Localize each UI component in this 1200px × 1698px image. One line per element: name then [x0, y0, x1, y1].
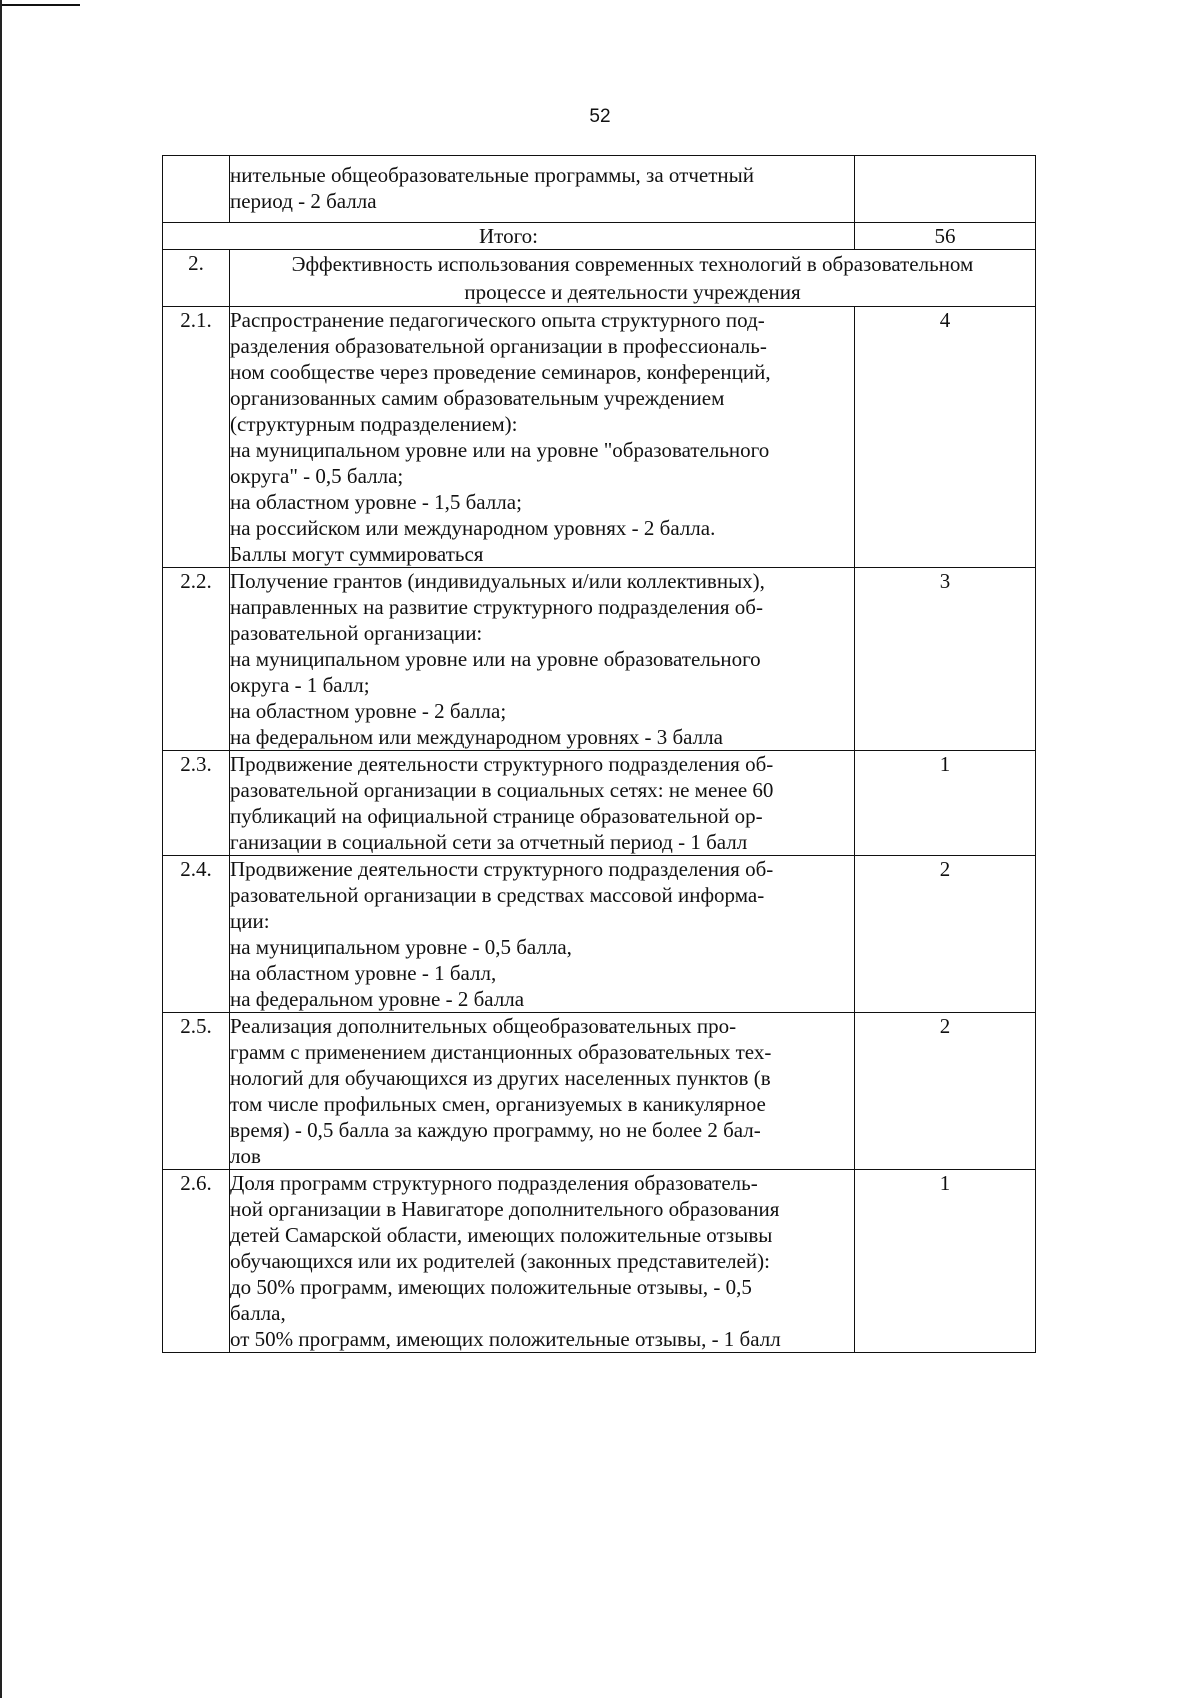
description-line: на областном уровне - 1,5 балла;: [230, 490, 522, 514]
table-row-continued: [163, 156, 1036, 223]
table-row: [163, 307, 1036, 568]
scan-edge-left: [0, 0, 2, 1698]
section-number: 2.: [163, 250, 230, 307]
row-description: [230, 751, 855, 856]
description-line: направленных на развитие структурного подразделения об-: [230, 595, 763, 619]
description-line: период - 2 балла: [230, 189, 377, 213]
description-line: балла,: [230, 1301, 286, 1325]
row-score: 3: [855, 568, 1036, 751]
description-line: от 50% программ, имеющих положительные отзывы, - 1 балл: [230, 1327, 781, 1351]
scan-edge-top: [0, 4, 80, 6]
description-line: том числе профильных смен, организуемых в каникулярное: [230, 1092, 766, 1116]
row-number: 2.5.: [163, 1013, 230, 1170]
description-line: ции:: [230, 909, 270, 933]
row-description: [230, 1170, 855, 1353]
section-title-line: процессе и деятельности учреждения: [464, 280, 801, 304]
description-line: ной организации в Навигаторе дополнительного образования: [230, 1197, 780, 1221]
row-number: 2.6.: [163, 1170, 230, 1353]
description-line: на областном уровне - 1 балл,: [230, 961, 497, 985]
description-line: Получение грантов (индивидуальных и/или коллективных),: [230, 569, 765, 593]
row-score: 2: [855, 1013, 1036, 1170]
description-line: на областном уровне - 2 балла;: [230, 699, 507, 723]
description-line: время) - 0,5 балла за каждую программу, но не более 2 бал-: [230, 1118, 761, 1142]
section-header-row: [163, 250, 1036, 307]
row-number: 2.4.: [163, 856, 230, 1013]
description-line: ном сообществе через проведение семинаров, конференций,: [230, 360, 771, 384]
description-line: Доля программ структурного подразделения образователь-: [230, 1171, 758, 1195]
description-line: разовательной организации в средствах массовой информа-: [230, 883, 765, 907]
description-line: до 50% программ, имеющих положительные отзывы, - 0,5: [230, 1275, 752, 1299]
section-title: [230, 250, 1036, 307]
description-line: обучающихся или их родителей (законных представителей):: [230, 1249, 770, 1273]
total-value: 56: [855, 223, 1036, 250]
description-line: разовательной организации в социальных сетях: не менее 60: [230, 778, 774, 802]
description-line: грамм с применением дистанционных образовательных тех-: [230, 1040, 772, 1064]
row-description: [230, 1013, 855, 1170]
row-score: 4: [855, 307, 1036, 568]
row-score: 2: [855, 856, 1036, 1013]
row-number: 2.1.: [163, 307, 230, 568]
table-row: [163, 1170, 1036, 1353]
description-line: нологий для обучающихся из других населенных пунктов (в: [230, 1066, 771, 1090]
row-number: 2.2.: [163, 568, 230, 751]
row-number: 2.3.: [163, 751, 230, 856]
description-line: Продвижение деятельности структурного подразделения об-: [230, 752, 774, 776]
description-line: округа - 1 балл;: [230, 673, 370, 697]
description-line: разделения образовательной организации в профессиональ-: [230, 334, 767, 358]
description-line: округа" - 0,5 балла;: [230, 464, 404, 488]
description-line: Распространение педагогического опыта структурного под-: [230, 308, 765, 332]
description-line: Продвижение деятельности структурного подразделения об-: [230, 857, 774, 881]
row-description: [230, 568, 855, 751]
table-row: [163, 568, 1036, 751]
row-number-cell: [163, 156, 230, 223]
description-line: ганизации в социальной сети за отчетный период - 1 балл: [230, 830, 748, 854]
row-description: [230, 307, 855, 568]
description-line: разовательной организации:: [230, 621, 483, 645]
description-line: на российском или международном уровнях - 2 балла.: [230, 516, 716, 540]
row-description-cell: [230, 156, 855, 223]
description-line: на муниципальном уровне или на уровне образовательного: [230, 647, 761, 671]
row-score: 1: [855, 751, 1036, 856]
criteria-rows: [163, 307, 1036, 1353]
description-line: (структурным подразделением):: [230, 412, 518, 436]
description-line: детей Самарской области, имеющих положительные отзывы: [230, 1223, 773, 1247]
description-line: организованных самим образовательным учреждением: [230, 386, 725, 410]
description-line: на муниципальном уровне - 0,5 балла,: [230, 935, 572, 959]
table-row: [163, 856, 1036, 1013]
description-line: нительные общеобразовательные программы, за отчетный: [230, 163, 754, 187]
description-line: на федеральном или международном уровнях - 3 балла: [230, 725, 723, 749]
section-title-line: Эффективность использования современных технологий в образовательном: [291, 252, 974, 276]
description-line: на федеральном уровне - 2 балла: [230, 987, 525, 1011]
description-line: лов: [230, 1144, 261, 1168]
table-row: [163, 751, 1036, 856]
page-number: 52: [589, 106, 611, 127]
row-score-cell: [855, 156, 1036, 223]
row-description: [230, 856, 855, 1013]
criteria-table: [162, 155, 1036, 1353]
table-row: [163, 1013, 1036, 1170]
total-label: Итого:: [163, 223, 855, 250]
description-line: на муниципальном уровне или на уровне "образовательного: [230, 438, 770, 462]
description-line: публикаций на официальной странице образовательной ор-: [230, 804, 763, 828]
row-score: 1: [855, 1170, 1036, 1353]
description-line: Реализация дополнительных общеобразовательных про-: [230, 1014, 737, 1038]
total-row: [163, 223, 1036, 250]
description-line: Баллы могут суммироваться: [230, 542, 484, 566]
